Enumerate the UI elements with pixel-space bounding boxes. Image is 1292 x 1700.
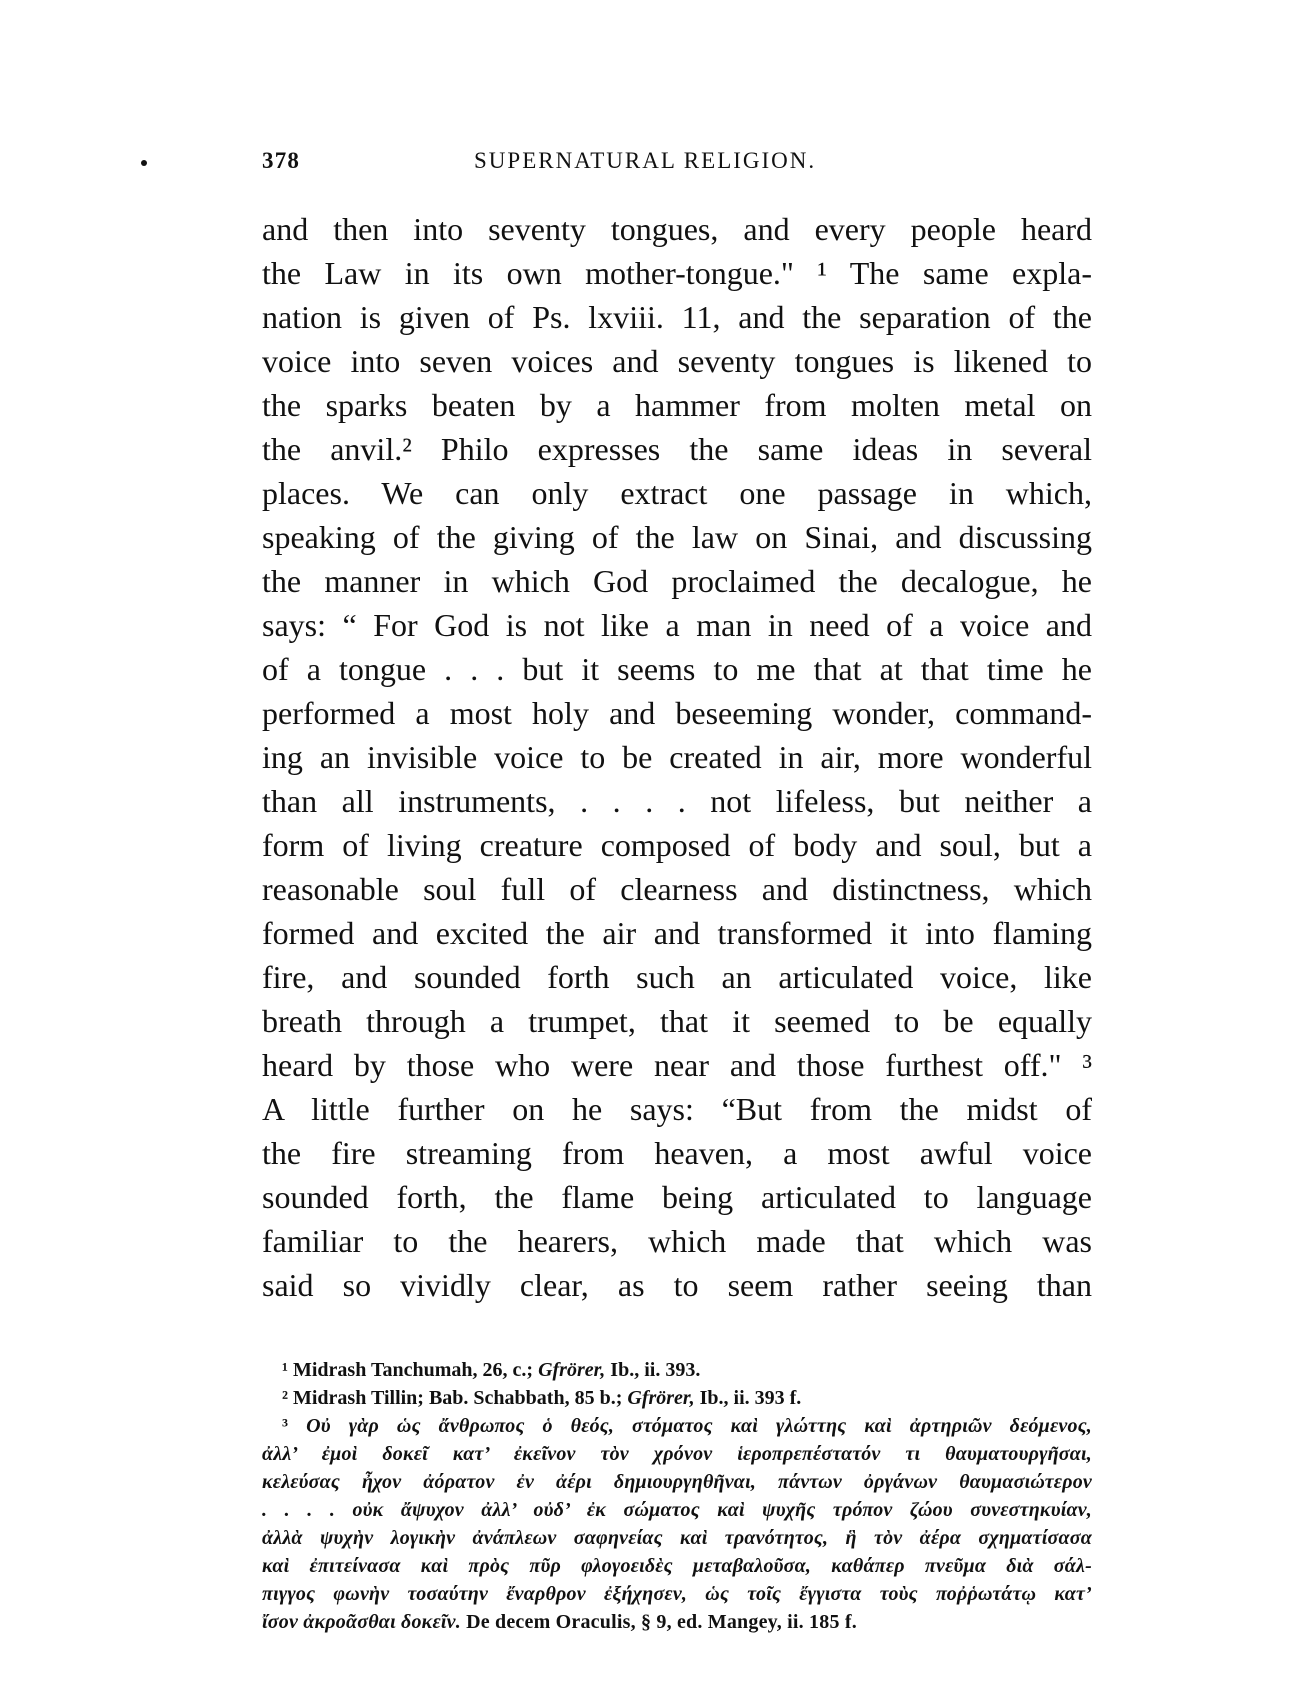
body-line: familiar to the hearers, which made that which was: [262, 1223, 1092, 1259]
body-line: form of living creature composed of body and soul, but a: [262, 827, 1092, 863]
footnote-author: Gfrörer,: [627, 1387, 695, 1409]
body-line: breath through a trumpet, that it seemed to be equally: [262, 1003, 1092, 1039]
body-line: says: “ For God is not like a man in need of a voice and: [262, 607, 1092, 643]
body-line: nation is given of Ps. lxviii. 11, and the separation of the: [262, 299, 1092, 335]
body-line: of a tongue . . . but it seems to me that at that time he: [262, 651, 1092, 687]
body-line: the Law in its own mother-tongue." ¹ The same expla-: [262, 255, 1092, 291]
greek-line: . . . . οὐκ ἄψυχον ἀλλ’ οὐδ’ ἐκ σώματος καὶ ψυχῆς τρόπον ζώου συνεστηκυίαν,: [262, 1499, 1092, 1521]
page-number: 378: [262, 148, 301, 173]
body-line: the fire streaming from heaven, a most awful voice: [262, 1135, 1092, 1171]
body-line: and then into seventy tongues, and every people heard: [262, 211, 1092, 247]
body-line: A little further on he says: “But from the midst of: [262, 1091, 1092, 1127]
body-line: said so vividly clear, as to seem rather seeing than: [262, 1267, 1092, 1303]
footnote-marker: ¹: [282, 1359, 288, 1381]
footnote-marker: ³: [282, 1415, 289, 1437]
greek-line: καὶ ἐπιτείνασα καὶ πρὸς πῦρ φλογοειδὲς μεταβαλοῦσα, καθάπερ πνεῦμα διὰ σάλ-: [262, 1555, 1092, 1577]
footnote-text: Midrash Tanchumah, 26, c.;: [293, 1359, 534, 1381]
body-line: fire, and sounded forth such an articulated voice, like: [262, 959, 1092, 995]
footnote-text: Ib., ii. 393.: [610, 1359, 701, 1381]
greek-line: ἀλλ’ ἐμοὶ δοκεῖ κατ’ ἐκεῖνον τὸν χρόνον ἱεροπρεπέστατόν τι θαυματουργῆσαι,: [262, 1443, 1092, 1465]
footnote-3-final-line: [262, 1608, 1092, 1636]
running-title: SUPERNATURAL RELIGION.: [474, 148, 817, 173]
footnote-text: Ib., ii. 393 f.: [699, 1387, 802, 1409]
margin-dot: [141, 160, 147, 166]
greek-line: Οὐ γὰρ ὡς ἄνθρωπος ὁ θεός, στόματος καὶ γλώττης καὶ ἀρτηριῶν δεόμενος,: [306, 1415, 1092, 1437]
greek-line: ἀλλὰ ψυχὴν λογικὴν ἀνάπλεων σαφηνείας καὶ τρανότητος, ἣ τὸν ἀέρα σχηματίσασα: [262, 1527, 1092, 1549]
footnotes: [262, 1356, 1092, 1636]
body-line: ing an invisible voice to be created in air, more wonderful: [262, 739, 1092, 775]
greek-line: πιγγος φωνὴν τοσαύτην ἔναρθρον ἐξήχησεν, ὡς τοῖς ἔγγιστα τοὺς ποῤῥωτάτῳ κατ’: [262, 1583, 1092, 1605]
body-line: formed and excited the air and transformed it into flaming: [262, 915, 1092, 951]
footnote-citation: De decem Oraculis, § 9, ed. Mangey, ii. 185 f.: [466, 1611, 857, 1633]
footnote-3: [262, 1412, 1092, 1440]
footnote-marker: ²: [282, 1387, 288, 1409]
body-line: heard by those who were near and those furthest off." ³: [262, 1047, 1092, 1083]
body-line: speaking of the giving of the law on Sinai, and discussing: [262, 519, 1092, 555]
body-line: than all instruments, . . . . not lifeless, but neither a: [262, 783, 1092, 819]
body-line: reasonable soul full of clearness and distinctness, which: [262, 871, 1092, 907]
footnote-2: [262, 1384, 1092, 1412]
body-line: the sparks beaten by a hammer from molten metal on: [262, 387, 1092, 423]
greek-line: κελεύσας ἦχον ἀόρατον ἐν ἀέρι δημιουργηθῆναι, πάντων ὀργάνων θαυμασιώτερον: [262, 1471, 1092, 1493]
body-line: performed a most holy and beseeming wonder, command-: [262, 695, 1092, 731]
body-line: sounded forth, the flame being articulated to language: [262, 1179, 1092, 1215]
footnote-text: Midrash Tillin; Bab. Schabbath, 85 b.;: [293, 1387, 623, 1409]
body-line: the anvil.² Philo expresses the same ideas in several: [262, 431, 1092, 467]
body-line: places. We can only extract one passage in which,: [262, 475, 1092, 511]
body-text: [262, 207, 1092, 1307]
footnote-author: Gfrörer,: [538, 1359, 606, 1381]
running-header: [262, 148, 1092, 184]
greek-line: ἴσον ἀκροᾶσθαι δοκεῖν.: [262, 1611, 461, 1633]
body-line: voice into seven voices and seventy tongues is likened to: [262, 343, 1092, 379]
footnote-1: [262, 1356, 1092, 1384]
body-line: the manner in which God proclaimed the decalogue, he: [262, 563, 1092, 599]
